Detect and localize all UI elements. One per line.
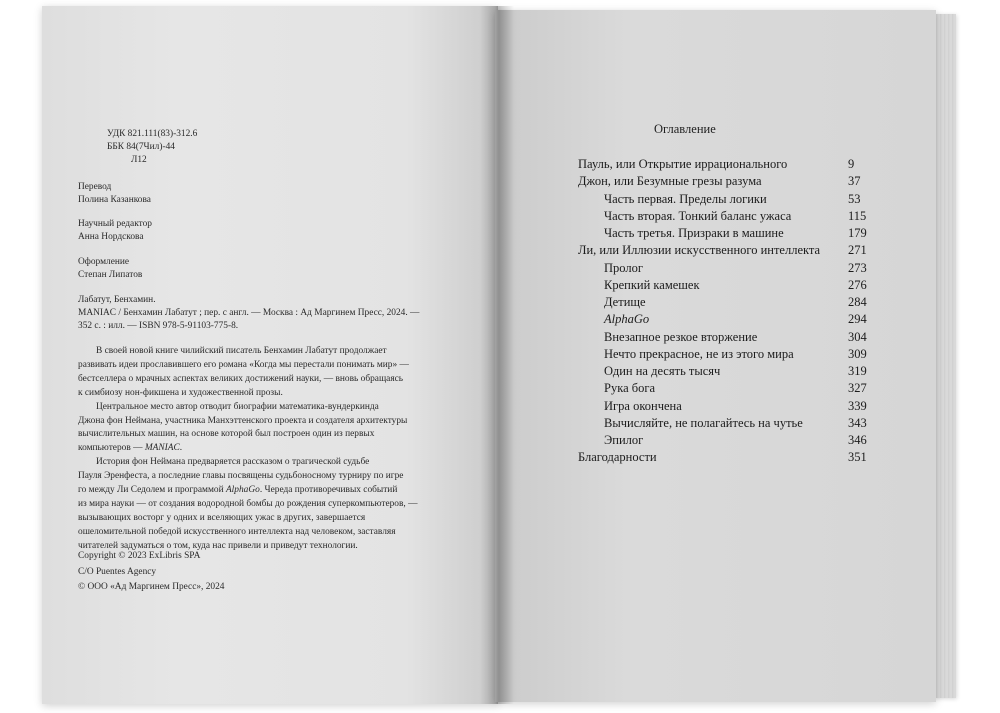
credit-role: Оформление: [78, 257, 130, 267]
annotation-line: Джона фон Неймана, участника Манхэттенского проекта и создателя архитектуры: [78, 415, 408, 426]
annotation-text: го между Ли Седолем и программой: [78, 485, 226, 496]
toc-entry-title: Эпилог: [604, 433, 644, 447]
annotation-line: к симбиозу нон-фикшена и художественной прозы.: [78, 387, 283, 398]
bbk-code: ББК 84(7Чил)-44: [107, 142, 175, 152]
toc-entry-title: Один на десять тысяч: [604, 364, 721, 378]
toc-entry-page: 319: [848, 364, 867, 378]
toc-entry-title: Часть третья. Призраки в машине: [604, 226, 784, 240]
copyright-line: C/O Puentes Agency: [78, 566, 157, 577]
biblio-line: 352 с. : илл. — ISBN 978-5-91103-775-8.: [78, 321, 239, 331]
toc-entry-page: 309: [848, 346, 867, 361]
annotation-line: бестселлера о мрачных аспектах великих достижений науки, — вновь обращаясь: [78, 373, 404, 384]
toc-entry-page: 327: [848, 381, 867, 396]
toc-entry: [604, 312, 867, 327]
annotation-text: компьютеров —: [78, 443, 145, 454]
book-gutter: [480, 6, 514, 704]
toc-entry-title: Крепкий камешек: [604, 277, 700, 292]
bibliographic-record: [78, 294, 419, 333]
toc-entry-page: 53: [848, 191, 861, 206]
annotation-line: из мира науки — от создания водородной бомбы до рождения суперкомпьютеров, —: [78, 498, 418, 509]
annotation-line: История фон Неймана предваряется рассказом о трагической судьбе: [96, 457, 370, 468]
toc-entry-title: Пауль, или Открытие иррационального: [578, 157, 788, 171]
toc-entry-title: Благодарности: [578, 450, 657, 465]
toc-entry: [604, 277, 867, 293]
credit-editor: [78, 218, 152, 244]
annotation-text: . Череда противоречивых событий: [259, 485, 398, 496]
annotation-line: В своей новой книге чилийский писатель Бенхамин Лабатут продолжает: [96, 346, 387, 356]
toc-entry: [604, 364, 867, 379]
toc-entry: [604, 192, 864, 207]
annotation-line: развивать идеи прославившего его романа «Когда мы перестали понимать мир» —: [78, 359, 409, 370]
toc-entry-page: 346: [848, 433, 867, 447]
annotation-line: вызывающих восторг у одних и вселяющих ужас в других, завершается: [78, 512, 366, 523]
credit-design: [78, 256, 142, 282]
copyright-line: Copyright © 2023 ExLibris SPA: [78, 551, 201, 561]
credit-translation: [78, 181, 151, 207]
annotation-line: Центральное место автор отводит биографии математика-вундеркинда: [96, 401, 379, 412]
toc-entry: [604, 433, 867, 448]
annotation-line: Пауля Эренфеста, а последние главы посвящены судьбоносному турниру по игре: [78, 471, 404, 482]
toc-entry-page: 37: [848, 174, 861, 189]
biblio-line: MANIAC / Бенхамин Лабатут ; пер. с англ. — Москва : Ад Маргинем Пресс, 2024. —: [78, 308, 420, 318]
toc-entry: [604, 260, 867, 276]
toc-entry-page: 304: [848, 329, 867, 344]
annotation-line: [78, 442, 408, 456]
toc-entry-title: Игра окончена: [604, 398, 682, 413]
credit-role: Перевод: [78, 182, 112, 192]
toc-entry-page: 276: [848, 277, 867, 292]
toc-entry: [578, 243, 867, 258]
annotation-line: [78, 484, 408, 498]
toc-entry-title: Вычисляйте, не полагайтесь на чутье: [604, 415, 803, 430]
toc-entry: [604, 398, 867, 414]
credit-name: Степан Липатов: [78, 270, 143, 280]
annotation-emphasis: MANIAC: [144, 443, 180, 454]
toc-entry-title: Ли, или Иллюзии искусственного интеллекта: [578, 243, 821, 258]
annotation-line: читателей задуматься о том, куда нас привели и приведут технологии.: [78, 540, 358, 551]
imprint-block: [107, 128, 197, 167]
page-block-edge: [934, 14, 956, 698]
toc-entry: [578, 450, 867, 465]
toc-entry-title: Рука бога: [604, 381, 656, 396]
credit-name: Полина Казанкова: [78, 195, 151, 205]
annotation-line: ошеломительной победой искусственного интеллекта над человеком, заставляя: [78, 526, 396, 537]
toc-entry-page: 115: [848, 208, 867, 223]
toc-entry-page: 273: [848, 260, 867, 275]
copyright-block: [78, 549, 225, 596]
toc-entry-title: Пролог: [604, 260, 643, 275]
toc-entry-title: Часть первая. Пределы логики: [604, 191, 767, 206]
book-annotation: [78, 345, 418, 554]
toc-entry: [604, 346, 867, 362]
toc-entry-title: Джон, или Безумные грезы разума: [578, 174, 762, 189]
toc-entry-page: 284: [848, 295, 867, 309]
udk-code: УДК 821.111(83)-312.6: [107, 129, 198, 139]
annotation-emphasis: AlphaGo: [225, 485, 260, 496]
biblio-line: Лабатут, Бенхамин.: [78, 295, 156, 305]
toc-entry: [578, 157, 864, 172]
toc-entry: [604, 329, 867, 345]
toc-entry-page: 351: [848, 450, 867, 465]
toc-entry: [604, 295, 867, 310]
toc-entry-page: 343: [848, 415, 867, 430]
toc-entry-page: 179: [848, 226, 867, 240]
toc-entry: [604, 415, 867, 431]
toc-entry-page: 271: [848, 243, 867, 258]
toc-entry-title: Детище: [604, 295, 646, 309]
author-mark: Л12: [131, 155, 147, 165]
toc-entry: [578, 174, 864, 189]
toc-entry-title: AlphaGo: [604, 312, 650, 327]
toc-entry: [604, 226, 867, 241]
annotation-text: .: [179, 443, 183, 454]
credit-role: Научный редактор: [78, 219, 152, 229]
toc-entry: [604, 208, 867, 224]
toc-entry-title: Внезапное резкое вторжение: [604, 329, 758, 344]
credit-name: Анна Нордскова: [78, 232, 144, 242]
toc-title: Оглавление: [654, 122, 716, 136]
toc-entry-page: 9: [848, 157, 855, 171]
toc-entry-title: Часть вторая. Тонкий баланс ужаса: [604, 208, 792, 223]
toc-entry: [604, 381, 867, 396]
copyright-line: © ООО «Ад Маргинем Пресс», 2024: [78, 582, 225, 592]
toc-entry-page: 294: [848, 312, 867, 327]
annotation-line: вычислительных машин, на основе которой был построен один из первых: [78, 429, 375, 440]
toc-entry-title: Нечто прекрасное, не из этого мира: [604, 346, 794, 361]
toc-entry-page: 339: [848, 398, 867, 413]
